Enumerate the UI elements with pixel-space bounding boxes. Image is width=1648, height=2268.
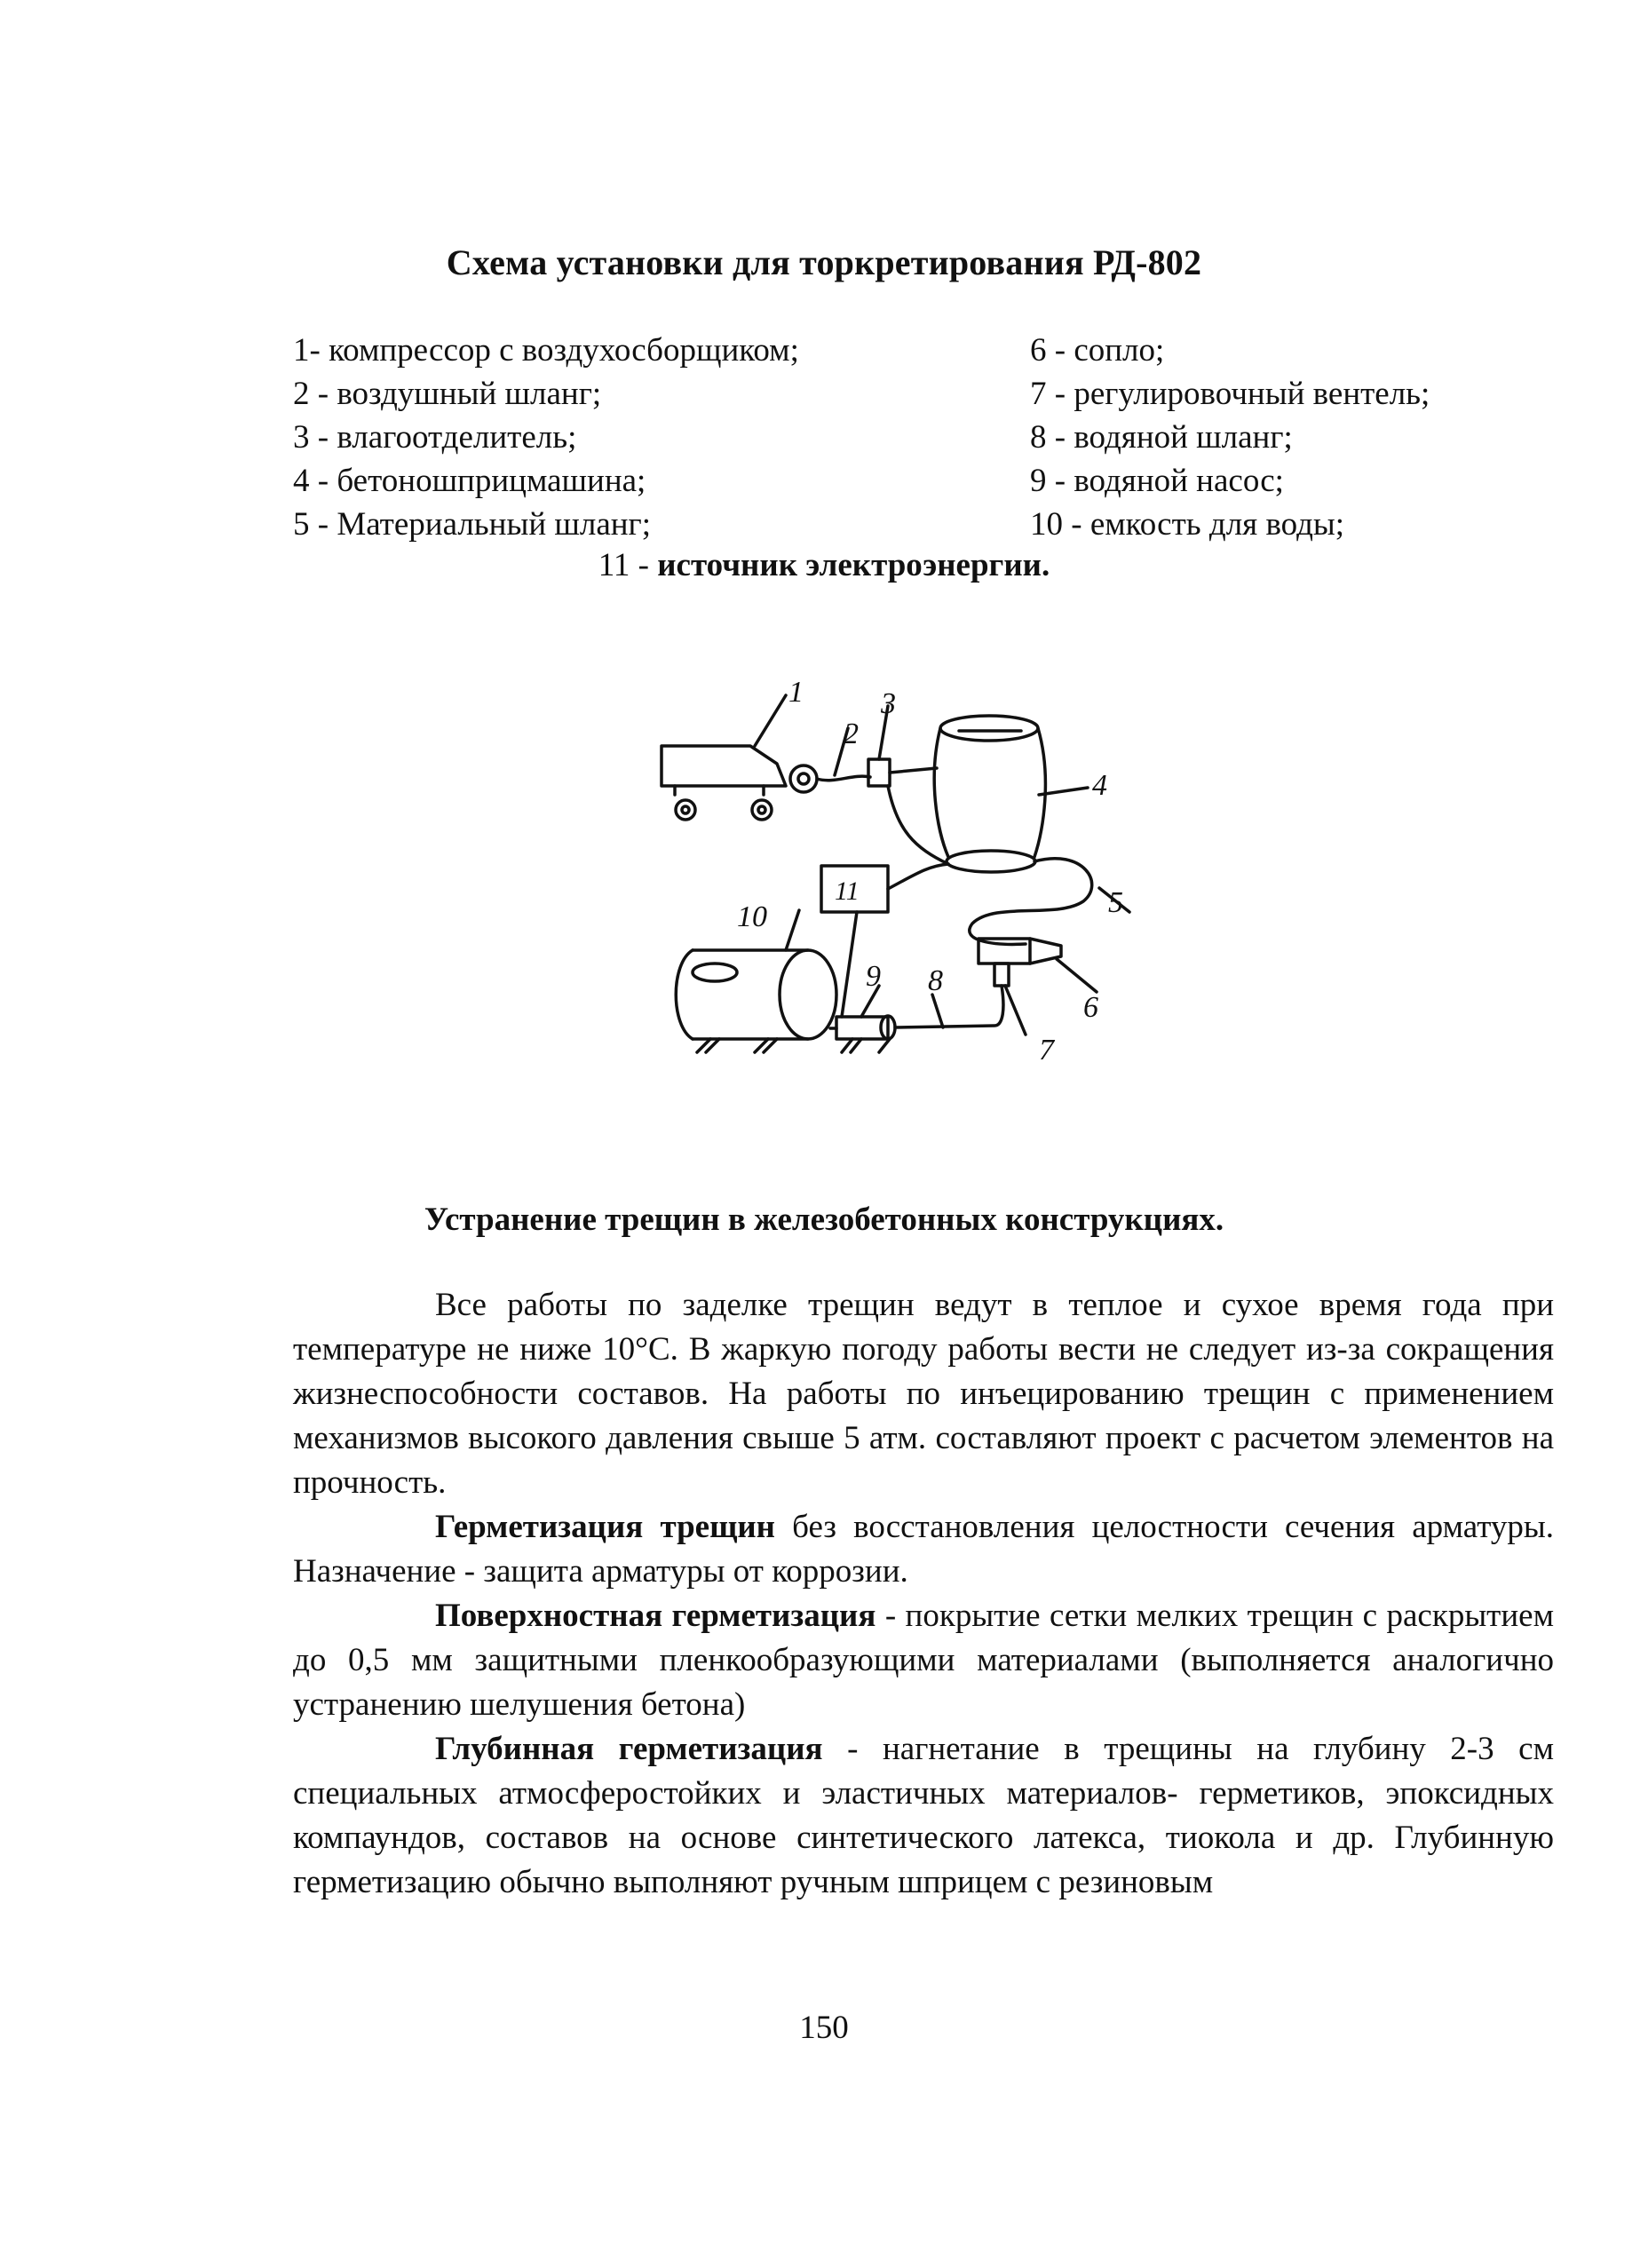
diagram-label-8: 8 <box>928 964 943 997</box>
diagram-label-11: 11 <box>835 876 860 906</box>
concrete-gun-drawing <box>934 716 1088 872</box>
label-8-leader <box>932 995 943 1027</box>
paragraph-text: без восстановления целостности сечения арматуры. Назначение - защита арматуры от коррозии. <box>293 1509 1555 1590</box>
section-title: Устранение трещин в железобетонных конструкциях. <box>424 1201 1224 1238</box>
compressor-drawing <box>662 695 817 820</box>
diagram-label-3: 3 <box>881 687 896 720</box>
legend-item: 4 - бетоношприцмашина; <box>293 463 646 499</box>
diagram-label-6: 6 <box>1083 991 1098 1024</box>
paragraph-text: - покрытие сетки мелких трещин с раскрытием до 0,5 мм защитными пленкообразующими материалами (выполняется аналогично устранению шелушения бетона) <box>293 1598 1554 1723</box>
water-hose-drawing <box>895 986 1003 1027</box>
paragraph-text: - нагнетание в трещины на глубину 2-3 см специальных атмосферостойких и эластичных материалов- герметиков, эпоксидных компаундов, составов на основе синтетического латекса, тиокола и др. Глубинную герметизацию обычно выполняют ручным шприцем с резиновым <box>293 1731 1554 1900</box>
diagram-label-9: 9 <box>866 960 881 993</box>
page-title: Схема установки для торкретирования РД-802 <box>446 242 1202 282</box>
term-bold: Глубинная герметизация <box>435 1731 823 1767</box>
legend-left-column <box>293 329 799 546</box>
body-text <box>293 1283 1554 1905</box>
term-bold: Поверхностная герметизация <box>435 1598 876 1634</box>
term-bold: Герметизация трещин <box>435 1509 775 1545</box>
legend-item: 7 - регулировочный вентель; <box>1030 376 1430 412</box>
diagram-label-5: 5 <box>1108 886 1123 919</box>
legend-item: 5 - Материальный шланг; <box>293 506 652 543</box>
page-number: 150 <box>799 2010 849 2046</box>
legend-right-column <box>1030 329 1430 546</box>
diagram-label-7: 7 <box>1039 1034 1054 1067</box>
water-pump-drawing <box>830 986 895 1052</box>
legend-item-text: источник электроэнергии. <box>657 547 1050 583</box>
paragraph-3 <box>293 1594 1554 1727</box>
legend-item: 8 - водяной шланг; <box>1030 419 1293 456</box>
legend-item-11 <box>0 543 1648 587</box>
legend-item: 3 - влагоотделитель; <box>293 419 577 456</box>
diagram-label-2: 2 <box>844 718 859 750</box>
paragraph-4 <box>293 1727 1554 1905</box>
legend-item-number: 11 - <box>598 547 658 583</box>
paragraph-2 <box>293 1505 1554 1594</box>
legend-item: 2 - воздушный шланг; <box>293 376 602 412</box>
diagram-label-10: 10 <box>737 900 767 933</box>
diagram-label-1: 1 <box>788 679 804 709</box>
legend-item: 1- компрессор с воздухосборщиком; <box>293 332 799 369</box>
diagram-label-4: 4 <box>1092 769 1107 802</box>
paragraph-1: Все работы по заделке трещин ведут в теплое и сухое время года при температуре не ниже 10°С. В жаркую погоду работы вести не следует из-за сокращения жизнеспособности составов. На работы по инъецированию трещин с применением механизмов высокого давления свыше 5 атм. составляют проект с расчетом элементов на прочность. <box>293 1287 1554 1501</box>
nozzle-drawing <box>979 939 1097 1035</box>
legend-item: 10 - емкость для воды; <box>1030 506 1345 543</box>
installation-diagram <box>622 679 1154 1088</box>
legend-item: 9 - водяной насос; <box>1030 463 1284 499</box>
legend-item: 6 - сопло; <box>1030 332 1165 369</box>
air-hose-drawing <box>817 776 870 781</box>
moisture-separator-drawing <box>868 759 890 786</box>
